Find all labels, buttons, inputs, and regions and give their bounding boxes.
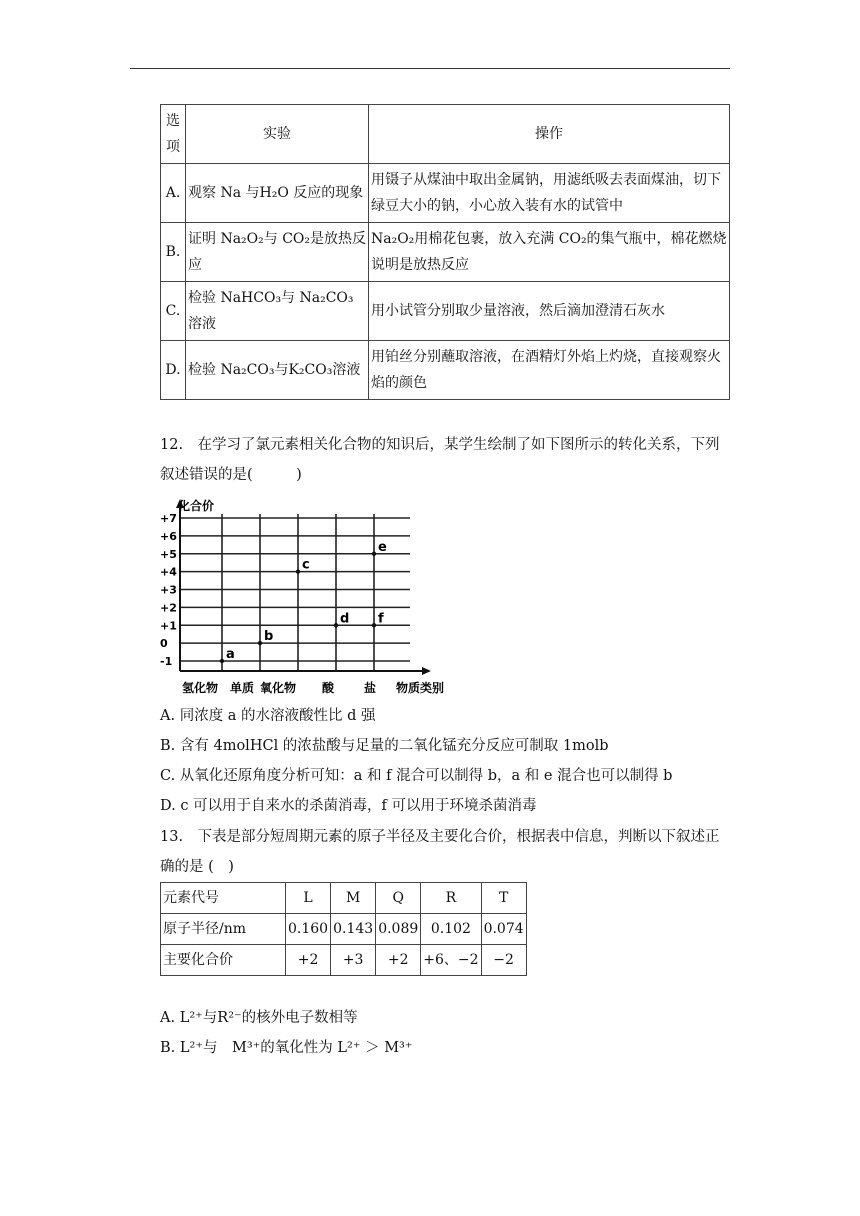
row-operation: Na₂O₂用棉花包裹，放入充满 CO₂的集气瓶中，棉花燃烧说明是放热反应 xyxy=(369,223,730,282)
row-experiment: 证明 Na₂O₂与 CO₂是放热反应 xyxy=(186,223,369,282)
category-label: 单质 xyxy=(229,681,255,695)
row-option: D. xyxy=(161,341,186,400)
table-cell: 0.143 xyxy=(331,914,376,945)
header-cell: L xyxy=(286,883,331,914)
row-label: 主要化合价 xyxy=(161,945,286,976)
y-tick-label: +5 xyxy=(160,547,177,561)
experiment-table xyxy=(160,104,730,400)
y-tick-label: +4 xyxy=(160,565,177,579)
choice-13-a: A. L²⁺与R²⁻的核外电子数相等 xyxy=(160,1010,358,1026)
row-operation: 用铂丝分别蘸取溶液，在酒精灯外焰上灼烧，直接观察火焰的颜色 xyxy=(369,341,730,400)
row-experiment: 检验 NaHCO₃与 Na₂CO₃溶液 xyxy=(186,282,369,341)
point-label-e: e xyxy=(378,539,387,555)
data-point-f xyxy=(372,623,376,627)
point-label-f: f xyxy=(378,611,384,627)
y-tick-label: +2 xyxy=(160,601,177,615)
table-row xyxy=(161,164,730,223)
category-label: 氧化物 xyxy=(259,681,297,695)
data-point-c xyxy=(296,569,300,573)
row-operation: 用小试管分别取少量溶液，然后滴加澄清石灰水 xyxy=(369,282,730,341)
table-cell: +3 xyxy=(331,945,376,976)
y-tick-label: +7 xyxy=(160,512,177,525)
category-label: 盐 xyxy=(363,681,377,695)
category-label: 氢化物 xyxy=(181,681,219,695)
data-point-e xyxy=(372,552,376,556)
table-cell: 0.102 xyxy=(421,914,481,945)
header-cell: Q xyxy=(376,883,421,914)
row-operation: 用镊子从煤油中取出金属钠，用滤纸吸去表面煤油，切下绿豆大小的钠，小心放入装有水的试管中 xyxy=(369,164,730,223)
header-cell: M xyxy=(331,883,376,914)
table-cell: +2 xyxy=(286,945,331,976)
header-option: 选项 xyxy=(161,105,186,164)
category-label: 酸 xyxy=(321,681,335,695)
row-option: A. xyxy=(161,164,186,223)
table-row xyxy=(161,945,527,976)
row-option: C. xyxy=(161,282,186,341)
table-row xyxy=(161,282,730,341)
valence-category-chart xyxy=(160,494,445,699)
table-cell: +6、−2 xyxy=(421,945,481,976)
choice-12-c: C. 从氧化还原角度分析可知：a 和 f 混合可以制得 b，a 和 e 混合也可以制得 b xyxy=(160,768,673,784)
y-tick-label: 0 xyxy=(160,637,168,651)
row-label: 原子半径/nm xyxy=(161,914,286,945)
table-row xyxy=(161,223,730,282)
page-header-rule xyxy=(130,68,730,69)
data-point-a xyxy=(220,659,224,663)
data-point-b xyxy=(258,641,262,645)
header-experiment: 实验 xyxy=(186,105,369,164)
choice-13-b: B. L²⁺与 M³⁺的氧化性为 L²⁺ ＞ M³⁺ xyxy=(160,1040,413,1056)
table-cell: 0.074 xyxy=(481,914,526,945)
header-cell: T xyxy=(481,883,526,914)
header-cell: R xyxy=(421,883,481,914)
header-cell: 元素代号 xyxy=(161,883,286,914)
table-cell: +2 xyxy=(376,945,421,976)
row-experiment: 观察 Na 与H₂O 反应的现象 xyxy=(186,164,369,223)
table-cell: 0.089 xyxy=(376,914,421,945)
table-cell: 0.160 xyxy=(286,914,331,945)
y-axis-label: 化合价 xyxy=(178,499,215,513)
element-table xyxy=(160,882,527,976)
point-label-c: c xyxy=(302,557,310,573)
choice-12-b: B. 含有 4molHCl 的浓盐酸与足量的二氧化锰充分反应可制取 1molb xyxy=(160,738,609,754)
x-axis-arrow xyxy=(422,667,431,675)
question-12-stem: 12. 在学习了氯元素相关化合物的知识后，某学生绘制了如下图所示的转化关系，下列叙述错误的是( ) xyxy=(160,437,720,483)
x-axis-label: 物质类别 xyxy=(396,681,445,695)
data-point-d xyxy=(334,623,338,627)
row-experiment: 检验 Na₂CO₃与K₂CO₃溶液 xyxy=(186,341,369,400)
table-row xyxy=(161,914,527,945)
point-label-a: a xyxy=(226,647,235,662)
row-option: B. xyxy=(161,223,186,282)
y-tick-label: +1 xyxy=(160,619,177,633)
question-13-stem: 13. 下表是部分短周期元素的原子半径及主要化合价，根据表中信息，判断以下叙述正确的是 ( ) xyxy=(160,829,720,875)
table-cell: −2 xyxy=(481,945,526,976)
table-row xyxy=(161,341,730,400)
table-header-row xyxy=(161,883,527,914)
choice-12-d: D. c 可以用于自来水的杀菌消毒，f 可以用于环境杀菌消毒 xyxy=(160,798,537,814)
header-operation: 操作 xyxy=(369,105,730,164)
y-tick-label: +3 xyxy=(160,583,177,597)
table-header-row xyxy=(161,105,730,164)
y-tick-label: -1 xyxy=(160,655,173,668)
choice-12-a: A. 同浓度 a 的水溶液酸性比 d 强 xyxy=(160,708,376,724)
point-label-b: b xyxy=(264,629,274,645)
point-label-d: d xyxy=(340,611,350,627)
y-tick-label: +6 xyxy=(160,529,177,543)
